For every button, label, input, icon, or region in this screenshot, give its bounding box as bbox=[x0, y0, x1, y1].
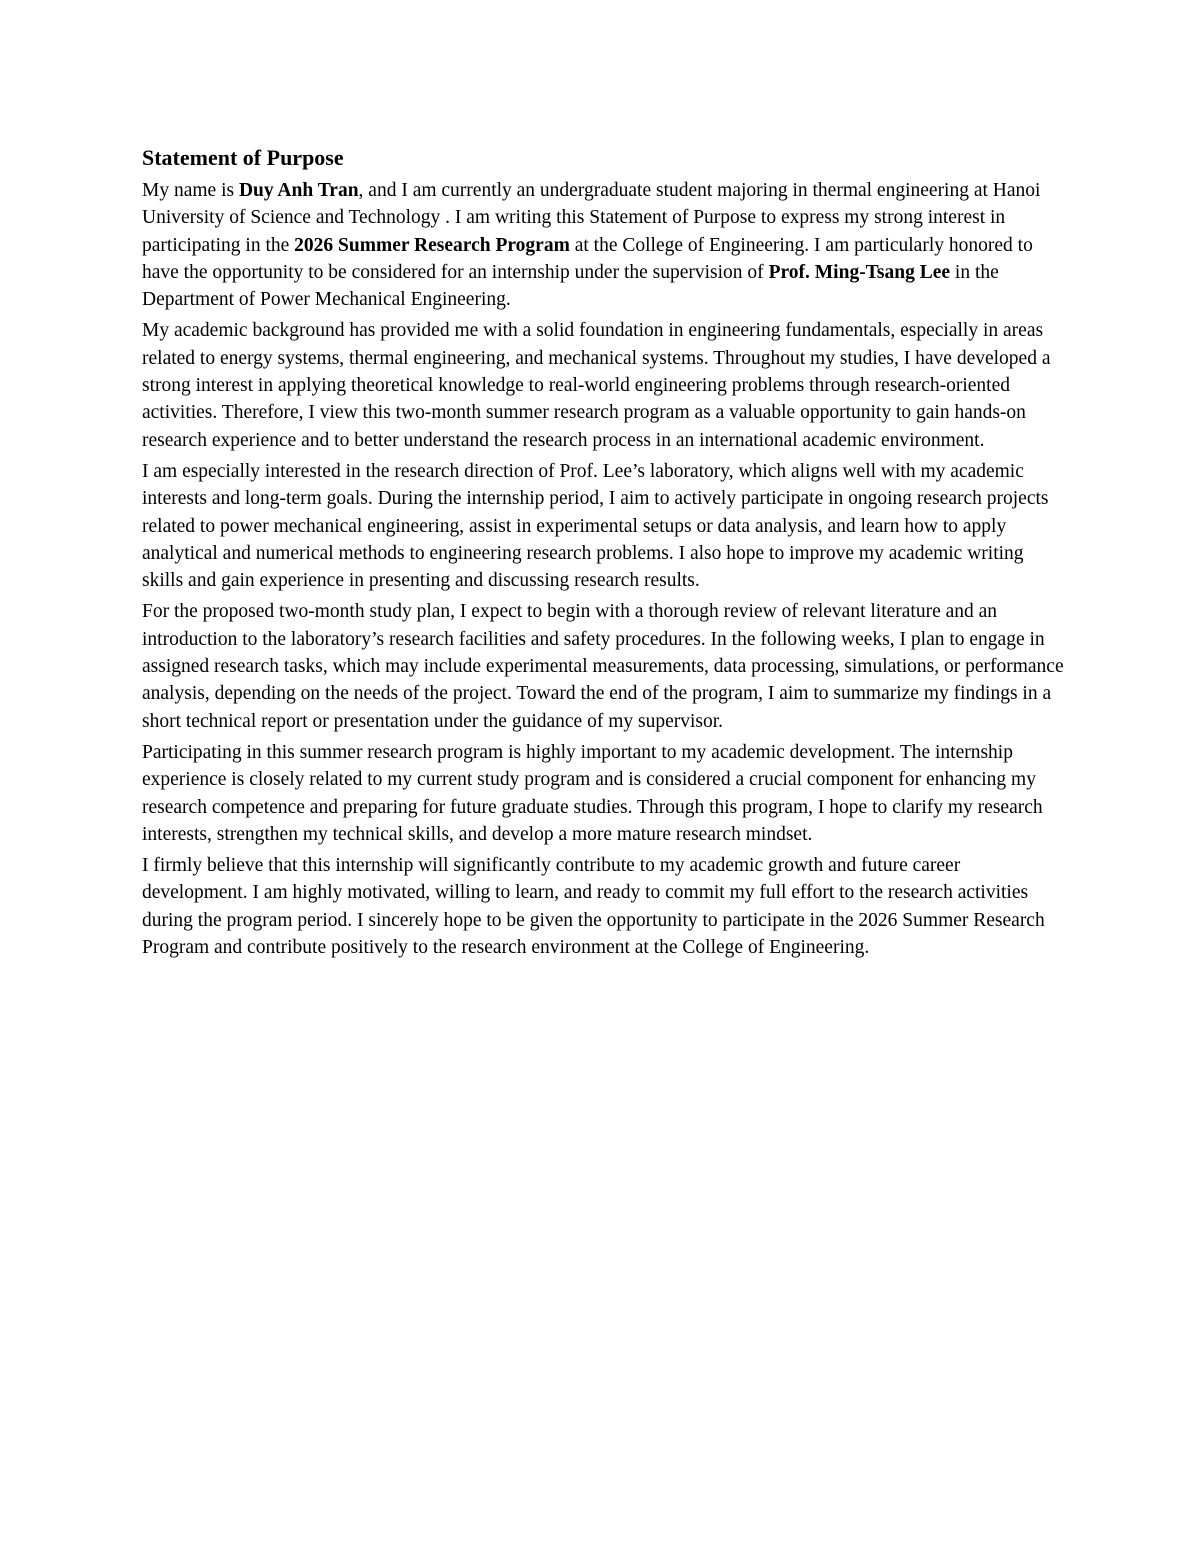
intro-text-1: My name is bbox=[142, 180, 239, 201]
intro-text-2: , and I am currently an undergraduate student majoring in thermal engineering at Hanoi University of Science and Technology . I am writing this Statement of Purpose to express my strong interest in participating in the bbox=[142, 180, 1041, 256]
program-name: 2026 Summer Research Program bbox=[294, 234, 570, 256]
document-title: Statement of Purpose bbox=[142, 145, 344, 170]
intro-text-3: at the College of Engineering. I am particularly honored to have the opportunity to be considered for an internship under the supervision of bbox=[142, 234, 1033, 283]
paragraph-importance: Participating in this summer research program is highly important to my academic development. The internship experience is closely related to my current study program and is considered a crucial component for enhancing my research competence and preparing for future graduate studies. Through this program, I hope to clarify my research interests, strengthen my technical skills, and develop a more mature research mindset. bbox=[142, 741, 1043, 845]
author-name: Duy Anh Tran bbox=[238, 180, 359, 201]
document-body bbox=[142, 144, 1064, 965]
paragraph-study-plan: For the proposed two-month study plan, I expect to begin with a thorough review of relevant literature and an introduction to the laboratory’s research facilities and safety procedures. In the following weeks, I plan to engage in assigned research tasks, which may include experimental measurements, data processing, simulations, or performance analysis, depending on the needs of the project. Toward the end of the program, I aim to summarize my findings in a short technical report or presentation under the guidance of my supervisor. bbox=[142, 601, 1064, 732]
paragraph-background: My academic background has provided me with a solid foundation in engineering fundamentals, especially in areas related to energy systems, thermal engineering, and mechanical systems. Throughout my studies, I have developed a strong interest in applying theoretical knowledge to real-world engineering problems through research-oriented activities. Therefore, I view this two-month summer research program as a valuable opportunity to gain hands-on research experience and to better understand the research process in an international academic environment. bbox=[142, 320, 1051, 451]
paragraph-research-interest: I am especially interested in the research direction of Prof. Lee’s laboratory, which aligns well with my academic interests and long-term goals. During the internship period, I aim to actively participate in ongoing research projects related to power mechanical engineering, assist in experimental setups or data analysis, and learn how to apply analytical and numerical methods to engineering research problems. I also hope to improve my academic writing skills and gain experience in presenting and discussing research results. bbox=[142, 460, 1049, 592]
intro-text-4: in the Department of Power Mechanical Engineering. bbox=[142, 261, 999, 311]
supervisor-name: Prof. Ming-Tsang Lee bbox=[768, 261, 951, 283]
paragraph-introduction bbox=[142, 177, 1064, 313]
paragraph-conclusion: I firmly believe that this internship will significantly contribute to my academic growth and future career development. I am highly motivated, willing to learn, and ready to commit my full effort to the research activities during the program period. I sincerely hope to be given the opportunity to participate in the 2026 Summer Research Program and contribute positively to the research environment at the College of Engineering. bbox=[142, 855, 1045, 959]
